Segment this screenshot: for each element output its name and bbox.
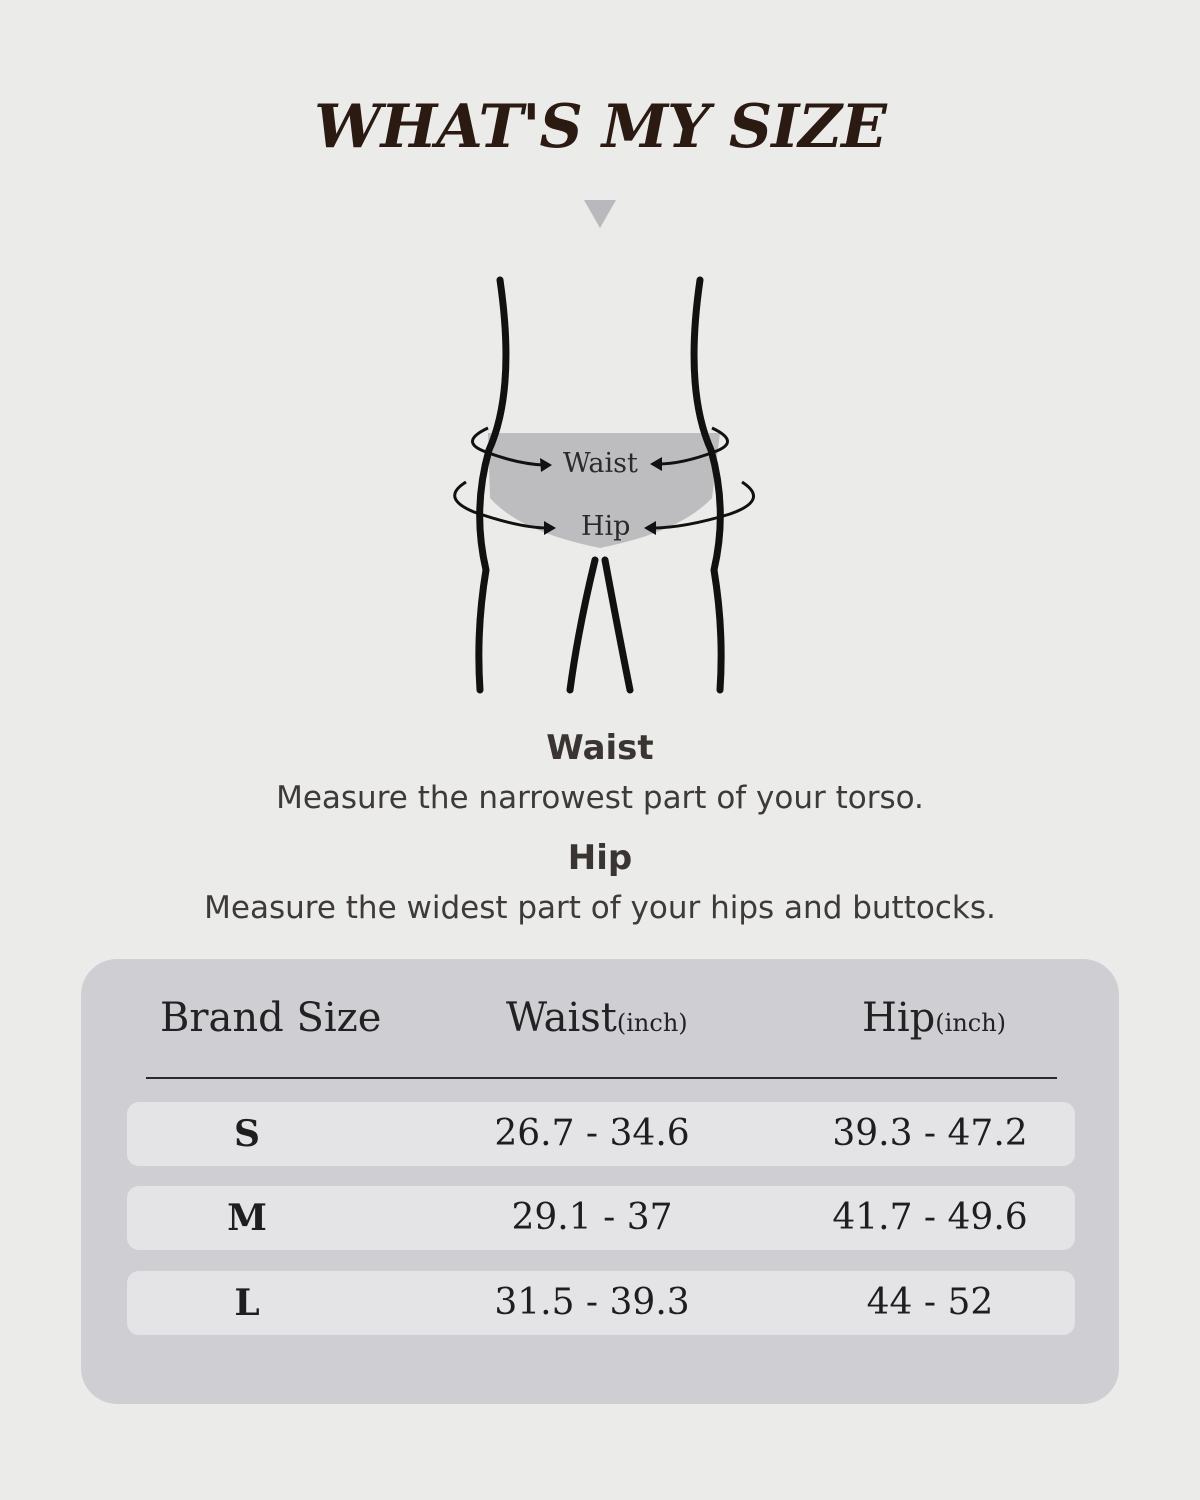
diagram-hip-label: Hip: [581, 511, 631, 542]
hip-cell: 44 - 52: [866, 1282, 994, 1323]
header-waist-label: Waist: [506, 995, 617, 1041]
hip-cell: 39.3 - 47.2: [832, 1113, 1028, 1154]
waist-cell: 26.7 - 34.6: [494, 1113, 690, 1154]
header-waist: [506, 995, 688, 1041]
hip-heading: Hip: [567, 838, 633, 878]
diagram-waist-label: Waist: [563, 448, 638, 479]
right-inner-leg: [605, 560, 630, 690]
table-row: [127, 1271, 1075, 1335]
waist-heading: Waist: [546, 728, 654, 768]
waist-instruction: Measure the narrowest part of your torso.: [276, 780, 924, 816]
size-cell: M: [227, 1197, 267, 1239]
header-hip-unit: (inch): [935, 1009, 1007, 1037]
down-triangle-icon: [584, 200, 616, 228]
body-measurement-diagram: [440, 270, 760, 700]
waist-cell: 29.1 - 37: [511, 1197, 673, 1238]
table-row: [127, 1186, 1075, 1250]
size-cell: L: [234, 1282, 260, 1324]
header-brand-size: Brand Size: [160, 995, 382, 1041]
table-row: [127, 1102, 1075, 1166]
header-divider: [146, 1077, 1057, 1079]
size-cell: S: [234, 1113, 260, 1155]
hip-instruction: Measure the widest part of your hips and buttocks.: [204, 890, 996, 926]
page-title: WHAT'S MY SIZE: [314, 92, 886, 162]
waist-cell: 31.5 - 39.3: [494, 1282, 690, 1323]
hip-cell: 41.7 - 49.6: [832, 1197, 1028, 1238]
header-waist-unit: (inch): [616, 1009, 688, 1037]
left-inner-leg: [570, 560, 595, 690]
header-hip: [862, 995, 1006, 1041]
header-hip-label: Hip: [862, 995, 936, 1041]
